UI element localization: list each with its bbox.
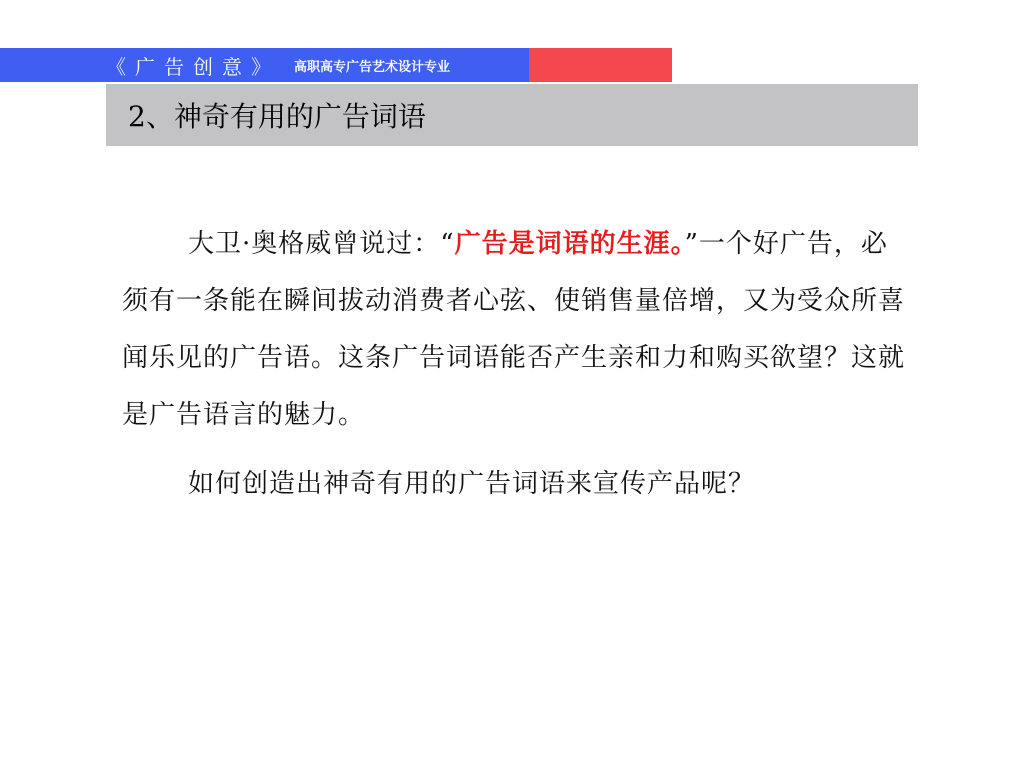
top-banner <box>0 48 672 82</box>
body-text <box>122 216 914 513</box>
slide-title: 2、神奇有用的广告词语 <box>128 100 426 133</box>
banner-blue-band <box>0 48 529 82</box>
paragraph-1-rest: ”一个好广告，必须有一条能在瞬间拔动消费者心弦、使销售量倍增，又为受众所喜闻乐见的广告语。这条广告词语能否产生亲和力和购买欲望？这就是广告语言的魅力。 <box>122 229 906 430</box>
banner-red-band <box>529 48 672 82</box>
paragraph-1 <box>122 216 914 444</box>
paragraph-2: 如何创造出神奇有用的广告词语来宣传产品呢？ <box>188 469 756 499</box>
program-name: 高职高专广告艺术设计专业 <box>294 59 451 75</box>
highlighted-quote: 广告是词语的生涯。 <box>454 229 685 259</box>
title-bar <box>106 84 918 146</box>
course-title: 《广告创意》 <box>106 54 280 79</box>
paragraph-1-lead: 大卫·奥格威曾说过：“ <box>188 229 455 259</box>
